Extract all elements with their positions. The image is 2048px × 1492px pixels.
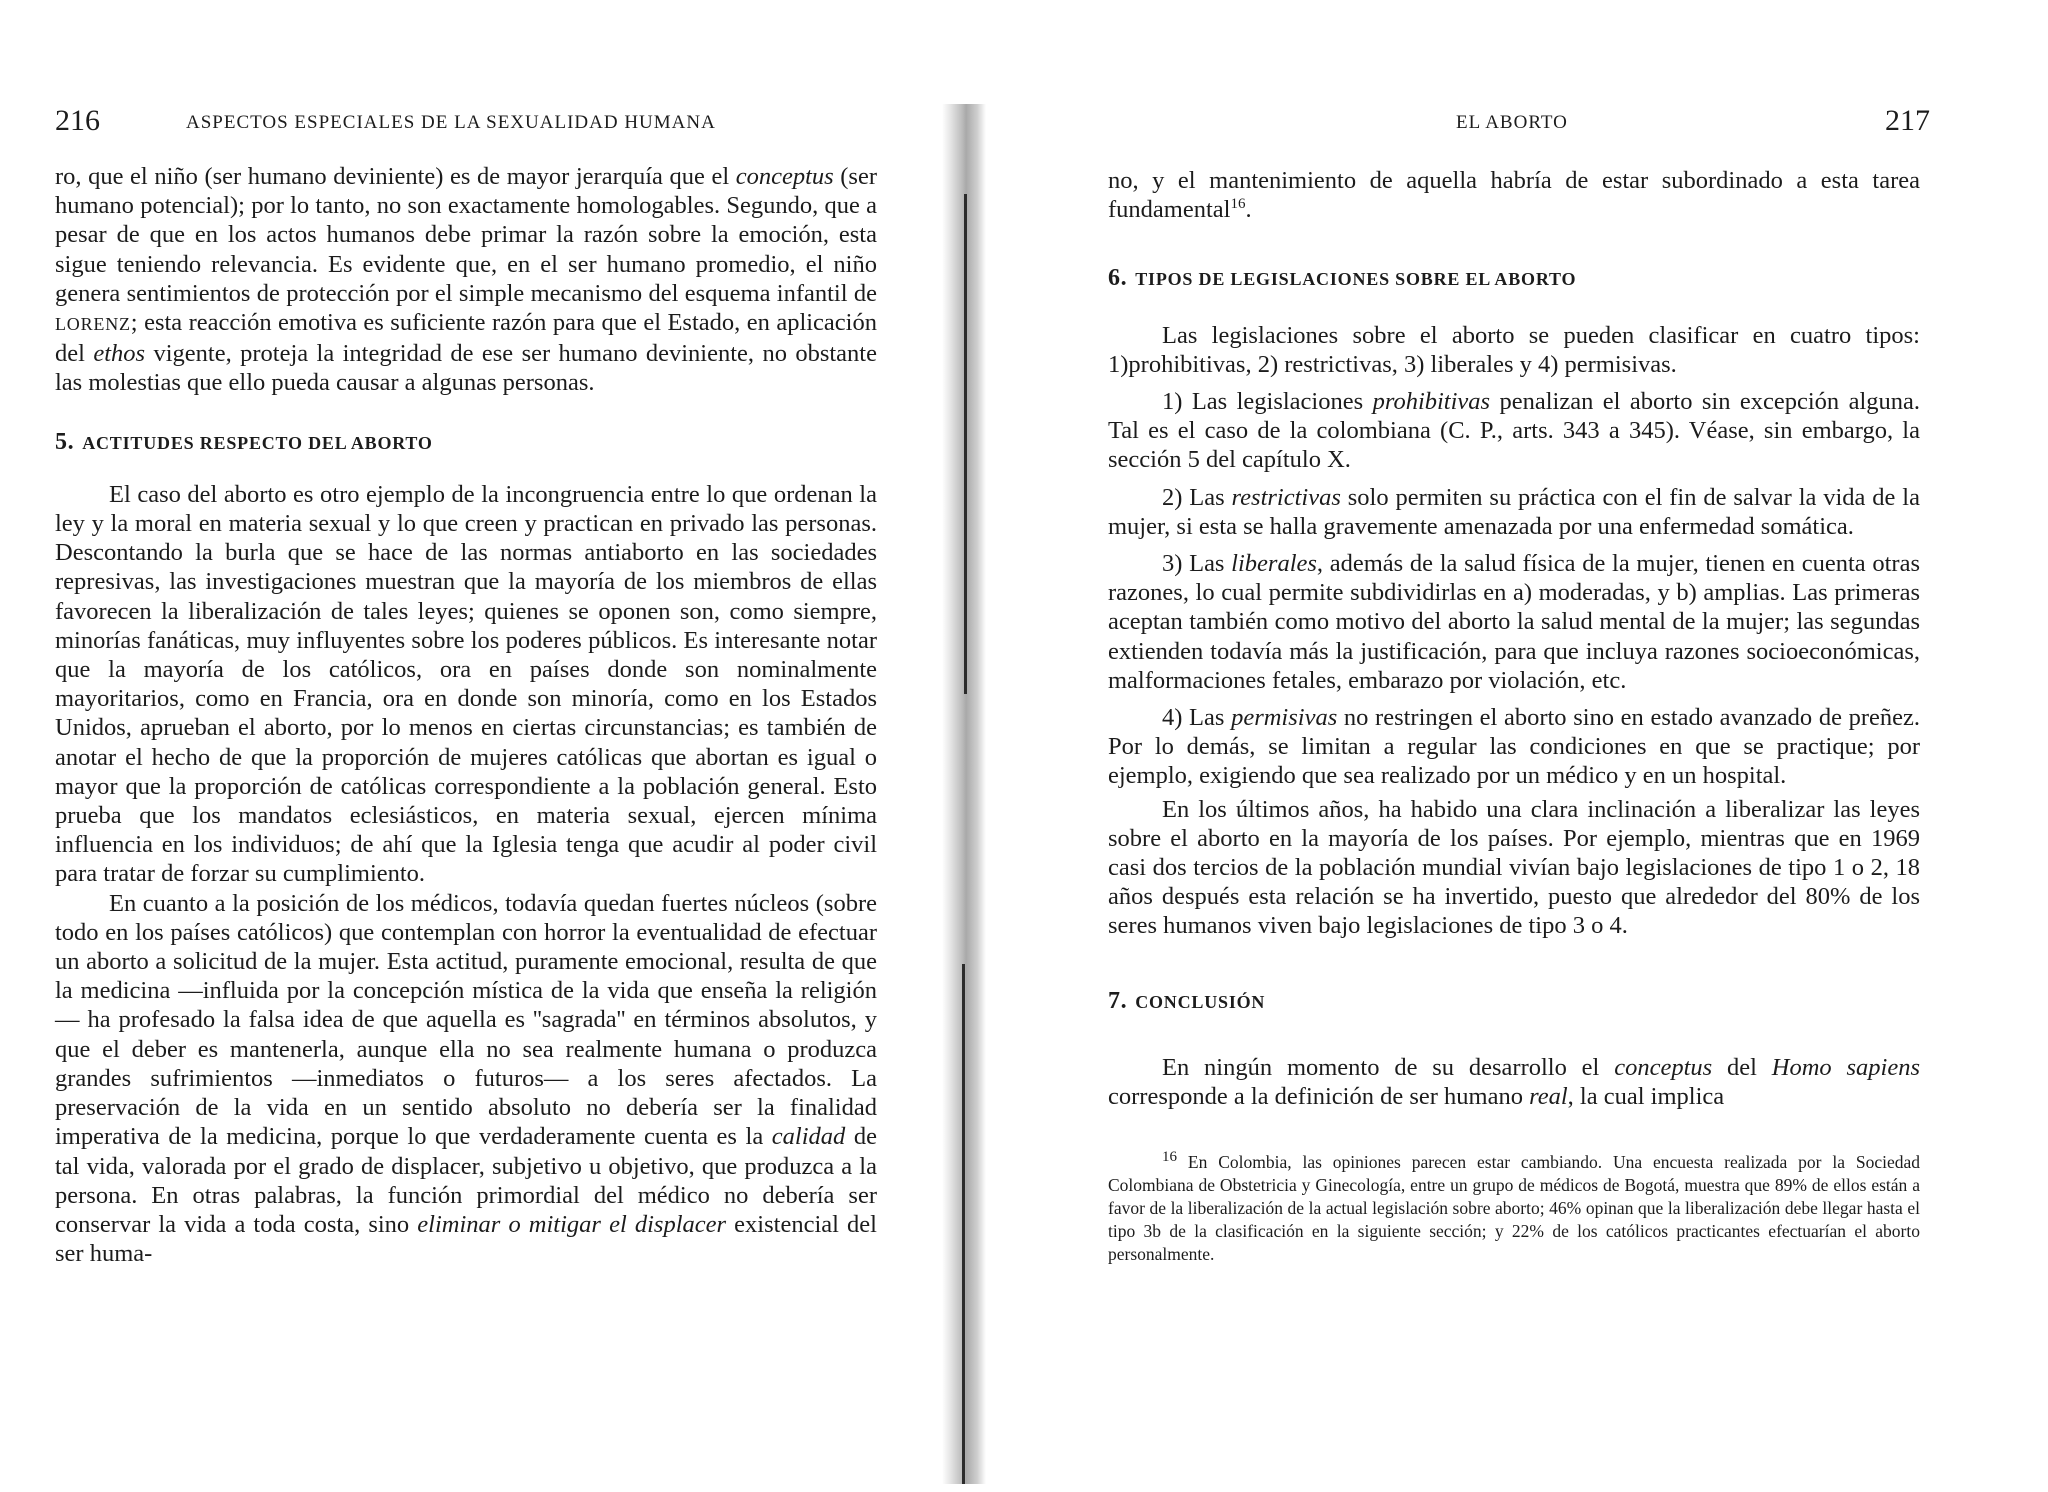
- right-page: [970, 0, 2048, 1492]
- section-heading: 6. TIPOS DE LEGISLACIONES SOBRE EL ABORTO: [1108, 265, 1577, 292]
- running-head-title: EL ABORTO: [1456, 112, 1568, 133]
- right-text-column: [1108, 166, 1920, 1266]
- list-item: 4) Las permisivas no restringen el aborto sino en estado avanzado de preñez. Por lo demás, se limitan a regular las condiciones en que se practique; por ejemplo, exigiendo que sea realizado por un médico y en un hospital.: [1108, 704, 1920, 790]
- running-header: [0, 104, 970, 140]
- page-number: 217: [1885, 104, 1930, 137]
- footnote: $^{16}$ En Colombia, las opiniones parecen estar cambiando. Una encuesta realizada por la Sociedad Colombiana de Obstetricia y Ginecología, entre un grupo de médicos de Bogotá, muestra que 89% de ellos están a favor de la liberalización de la actual legislación sobre aborto; 46% opinan que la liberalización debe llegar hasta el tipo 3b de la clasificación en la siguiente sección; y 22% de los católicos practicantes efectuarían el aborto personalmente.: [1108, 1149, 1921, 1265]
- list-item: 2) Las restrictivas solo permiten su práctica con el fin de salvar la vida de la mujer, si esta se halla gravemente amenazada por una enfermedad somática.: [1108, 483, 1920, 540]
- list-item: 1) Las legislaciones prohibitivas penalizan el aborto sin excepción alguna. Tal es el caso de la colombiana (C. P., arts. 343 a 345). Véase, sin embargo, la sección 5 del capítulo X.: [1108, 388, 1920, 474]
- section-heading: 7. CONCLUSIÓN: [1108, 987, 1266, 1014]
- paragraph: En los últimos años, ha habido una clara inclinación a liberalizar las leyes sobre el aborto en la mayoría de los países. Por ejemplo, mientras que en 1969 casi dos tercios de la población mundial vivían bajo legislaciones de tipo 1 o 2, 18 años después esta relación se ha invertido, puesto que alrededor del 80% de los seres humanos viven bajo legislaciones de tipo 3 o 4.: [1108, 795, 1920, 940]
- left-text-column: [55, 162, 877, 1268]
- paragraph: En cuanto a la posición de los médicos, todavía quedan fuertes núcleos (sobre todo en los países católicos) que contemplan con horror la eventualidad de efectuar un aborto a solicitud de la mujer. Esta actitud, puramente emocional, resulta de que la medicina —influida por la concepción mística de la vida que enseña la religión— ha profesado la falsa idea de que aquella es ''sagrada'' en términos absolutos, y que el deber es mantenerla, aunque ella no sea realmente humana o produzca grandes sufrimientos —inmediatos o futuros— a los seres afectados. La preservación de la vida en un sentido absoluto no debería ser la finalidad imperativa de la medicina, porque lo que verdaderamente cuenta es la calidad de tal vida, valorada por el grado de displacer, subjetivo u objetivo, que produzca a la persona. En otras palabras, la función primordial del médico no debería ser conservar la vida a toda costa, sino eliminar o mitigar el displacer existencial del ser huma-: [55, 889, 877, 1268]
- list-item: 3) Las liberales, además de la salud física de la mujer, tienen en cuenta otras razones, lo cual permite subdividirlas en a) moderadas, y b) amplias. Las primeras aceptan también como motivo del aborto la salud mental de la mujer; las segundas extienden todavía más la justificación, para que incluya razones socioeconómicas, malformaciones fetales, embarazo por violación, etc.: [1108, 550, 1920, 694]
- section-heading: 5. ACTITUDES RESPECTO DEL ABORTO: [55, 428, 433, 455]
- paragraph: no, y el mantenimiento de aquella habría de estar subordinado a esta tarea fundamental$^{16}$.: [1108, 167, 1920, 224]
- paragraph: Las legislaciones sobre el aborto se pueden clasificar en cuatro tipos: 1)prohibitivas, 2) restrictivas, 3) liberales y 4) permisivas.: [1108, 321, 1920, 378]
- page-number: 216: [55, 104, 100, 137]
- left-page: [0, 0, 970, 1492]
- running-head-title: ASPECTOS ESPECIALES DE LA SEXUALIDAD HUMANA: [186, 112, 716, 133]
- paragraph: El caso del aborto es otro ejemplo de la incongruencia entre lo que ordenan la ley y la moral en materia sexual y lo que creen y practican en privado las personas. Descontando la burla que se hace de las normas antiaborto en las sociedades represivas, las investigaciones muestran que la mayoría de los miembros de ellas favorecen la liberalización de tales leyes; quienes se oponen son, como siempre, minorías fanáticas, muy influyentes sobre los poderes públicos. Es interesante notar que la mayoría de los católicos, ora en países donde son nominalmente mayoritarios, como en Francia, ora en donde son minoría, como en los Estados Unidos, aprueban el aborto, por lo menos en ciertas circunstancias; es también de anotar el hecho de que la proporción de mujeres católicas que abortan es igual o mayor que la proporción de católicas correspondiente a la población general. Esto prueba que los mandatos eclesiásticos, en materia sexual, ejercen mínima influencia en los individuos; de ahí que la Iglesia tenga que acudir al poder civil para tratar de forzar su cumplimiento.: [55, 480, 877, 888]
- footnote-reference: 16: [1230, 196, 1246, 213]
- running-header: [970, 104, 2048, 140]
- paragraph: ro, que el niño (ser humano deviniente) es de mayor jerarquía que el conceptus (ser humano potencial); por lo tanto, no son exactamente homologables. Segundo, que a pesar de que en los actos humanos debe primar la razón sobre la emoción, esta sigue teniendo relevancia. Es evidente que, en el ser humano promedio, el niño genera sentimientos de protección por el simple mecanismo del esquema infantil de LORENZ; esta reacción emotiva es suficiente razón para que el Estado, en aplicación del ethos vigente, proteja la integridad de ese ser humano deviniente, no obstante las molestias que ello pueda causar a algunas personas.: [55, 163, 877, 397]
- paragraph: En ningún momento de su desarrollo el conceptus del Homo sapiens corresponde a la definición de ser humano real, la cual implica: [1108, 1053, 1921, 1111]
- footnote-number: 16: [1162, 1149, 1177, 1166]
